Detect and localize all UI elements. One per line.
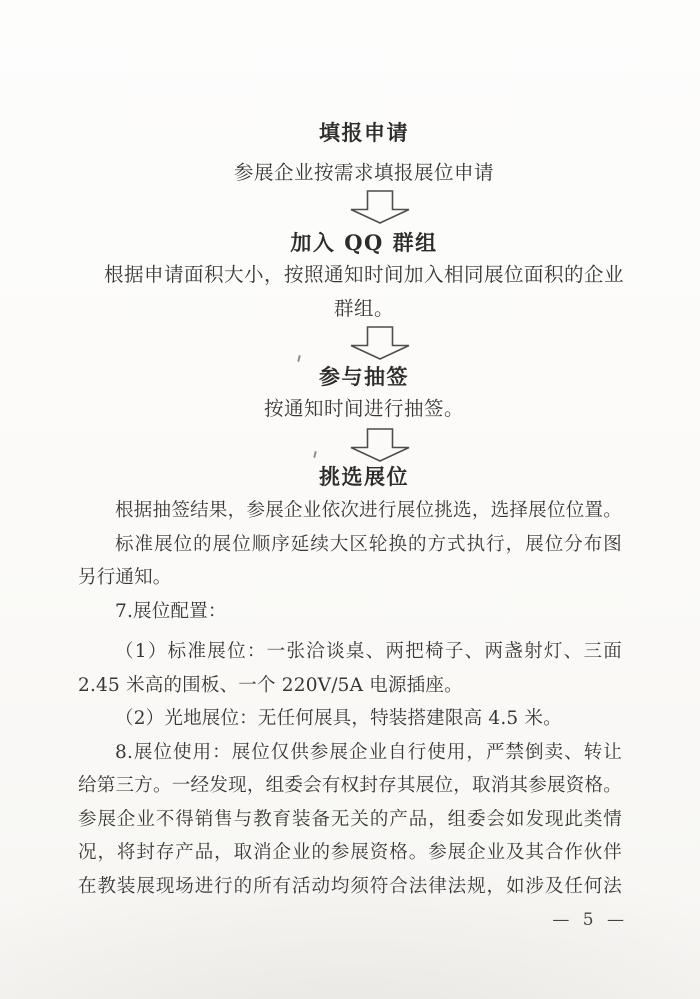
flow-step-title-fill-application: 填报申请 (319, 120, 409, 145)
flow-step-desc (92, 258, 636, 326)
body-line: （1）标准展位：一张洽谈桌、两把椅子、两盏射灯、三面 (115, 641, 622, 662)
body-text (78, 494, 622, 903)
process-flowchart (92, 120, 636, 490)
flow-arrow-row (92, 428, 636, 462)
down-arrow-icon (349, 326, 411, 360)
body-line: （2）光地展位：无任何展具，特装搭建限高 4.5 米。 (115, 708, 562, 729)
flow-step-desc: 参展企业按需求填报展位申请 (233, 161, 494, 184)
flow-arrow-row (92, 190, 636, 224)
down-arrow-icon (349, 428, 411, 462)
body-line: 2.45 米高的围板、一个 220V/5A 电源插座。 (78, 674, 463, 696)
flow-step-title-lottery: 参与抽签 (319, 364, 409, 389)
body-line: 参展企业不得销售与教育装备无关的产品，组委会如发现此类情 (78, 808, 622, 830)
flow-step-title-select-booth: 挑选展位 (319, 464, 409, 489)
body-line: 根据抽签结果，参展企业依次进行展位挑选，选择展位位置。 (115, 500, 622, 521)
down-arrow-icon (349, 190, 411, 224)
page-number: — 5 — (552, 910, 628, 930)
flow-arrow-row (92, 326, 636, 360)
flow-step-desc: 按通知时间进行抽签。 (263, 397, 464, 420)
body-line: 给第三方。一经发现，组委会有权封存其展位，取消其参展资格。 (78, 775, 622, 796)
body-line: 标准展位的展位顺序延续大区轮换的方式执行，展位分布图 (115, 533, 622, 555)
page-content (78, 120, 622, 903)
body-line: 另行通知。 (78, 567, 172, 588)
flow-step-title-join-qq-group: 加入 QQ 群组 (290, 230, 438, 255)
body-line: 在教装展现场进行的所有活动均须符合法律法规，如涉及任何法 (78, 875, 622, 897)
body-line: 况，将封存产品，取消企业的参展资格。参展企业及其合作伙伴 (78, 842, 622, 863)
body-line: 7.展位配置： (115, 600, 227, 622)
flow-desc-line: 根据申请面积大小，按照通知时间加入相同展位面积的企业 (103, 263, 624, 286)
body-line: 8.展位使用：展位仅供参展企业自行使用，严禁倒卖、转让 (115, 741, 622, 763)
flow-desc-line: 群组。 (333, 297, 394, 320)
